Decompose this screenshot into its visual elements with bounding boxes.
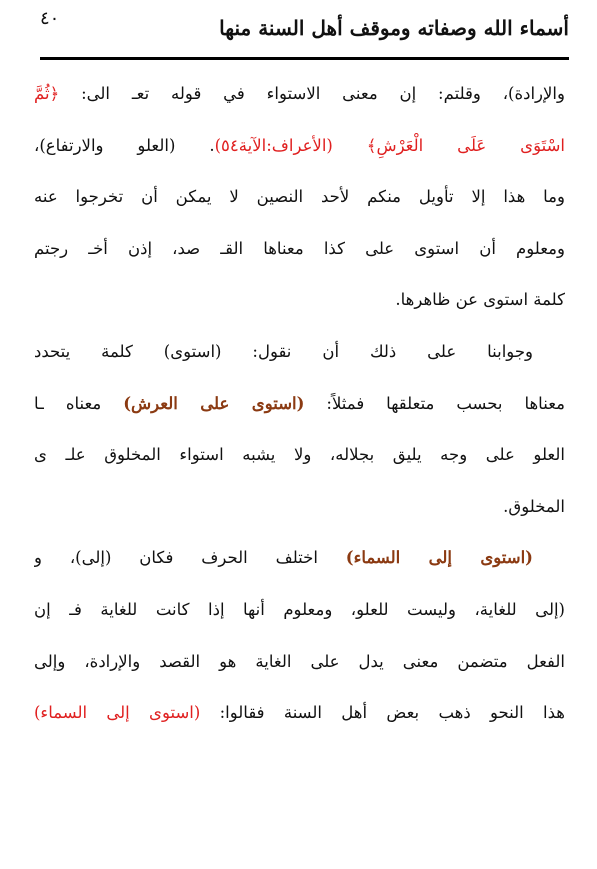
text-run: الفعل متضمن معنى يدل على الغاية هو القصد والإرادة، وإلى [34, 651, 565, 671]
text-line [34, 120, 565, 172]
quran-verse: ﴿ثُمَّ [34, 84, 60, 103]
text-line [34, 429, 565, 481]
body-text [34, 68, 565, 739]
text-run: العلو على وجه يليق بجلاله، ولا يشبه استواء المخلوق علـ ى [34, 445, 565, 465]
text-run: وجوابنا على ذلك أن نقول: (استوى) كلمة يتحدد [34, 341, 533, 361]
text-line [34, 326, 565, 378]
page-number: ٤٠ [40, 8, 60, 29]
text-run: . (العلو والارتفاع)، [34, 135, 215, 155]
emphasis-phrase: (استوى إلى السماء) [345, 548, 533, 568]
text-line [34, 636, 565, 688]
text-line [34, 687, 565, 739]
text-line [34, 532, 565, 584]
text-line [34, 274, 565, 326]
text-run: كلمة استوى عن ظاهرها. [395, 290, 565, 310]
running-title: أسماء الله وصفاته وموقف أهل السنة منها [219, 16, 569, 40]
emphasis-phrase: (استوى على العرش) [123, 393, 305, 413]
text-run: هذا النحو ذهب بعض أهل السنة فقالوا: [200, 703, 565, 723]
text-line [34, 223, 565, 275]
text-run: معناه ـا [34, 393, 124, 413]
text-run: ومعلوم أن استوى على كذا معناها القـ صد، إذن أخـ رجتم [34, 238, 565, 258]
text-run: معناها بحسب متعلقها فمثلاً: [304, 393, 565, 413]
text-run: والإرادة)، وقلتم: إن معنى الاستواء في قوله تعـ الى: [59, 84, 565, 103]
text-run: (إلى للغاية، وليست للعلو، ومعلوم أنها إذا كانت للغاية فـ إن [34, 599, 565, 619]
header-rule [40, 57, 569, 60]
quran-verse: اسْتَوَى عَلَى الْعَرْشِ﴾ (الأعراف:الآية٥٤) [214, 135, 565, 155]
text-line [34, 481, 565, 533]
page-header [40, 8, 569, 54]
text-line [34, 378, 565, 430]
text-line [34, 171, 565, 223]
quran-verse: (استوى إلى السماء) [34, 703, 201, 723]
text-line [34, 584, 565, 636]
text-run: المخلوق. [503, 496, 565, 516]
text-run: وما هذا إلا تأويل منكم لأحد النصين لا يمكن أن تخرجوا عنه [34, 187, 565, 207]
text-run: اختلف الحرف فكان (إلى)، و [34, 548, 346, 568]
text-line [34, 68, 565, 120]
